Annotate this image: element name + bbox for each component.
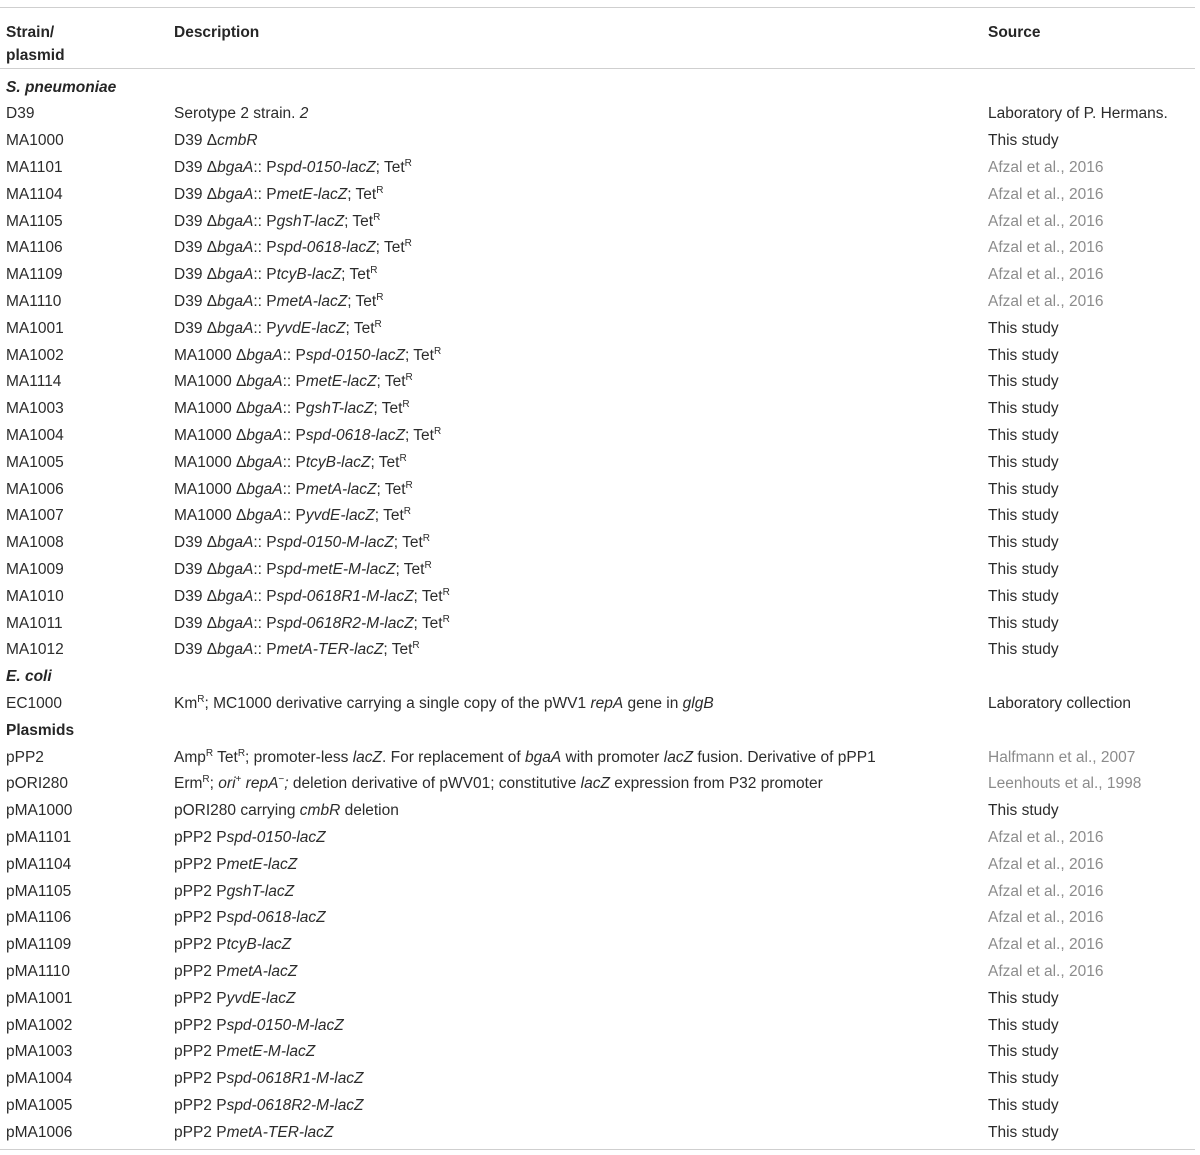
strain-id-cell: pMA1106 [6,909,72,927]
description-cell: pPP2 PmetE-M-lacZ [174,1043,316,1061]
section-header-row [0,664,1195,691]
source-cell: This study [988,560,1059,578]
table-row [0,637,1195,664]
section-label: E. coli [6,668,52,686]
strain-id-cell: MA1110 [6,292,62,310]
header-strain-plasmid [6,21,65,67]
table-row [0,1066,1195,1093]
table-row [0,611,1195,638]
strain-id-cell: MA1002 [6,346,64,364]
source-cell: This study [988,1016,1059,1034]
strain-id-cell: MA1011 [6,614,63,632]
table-row [0,1093,1195,1120]
table-row [0,289,1195,316]
strain-id-cell: MA1010 [6,587,64,605]
section-label: Plasmids [6,721,75,739]
description-cell: pPP2 Pspd-0618R2-M-lacZ [174,1096,364,1114]
header-bottom-rule [0,68,1195,69]
source-cell: This study [988,1070,1059,1088]
source-cell: This study [988,400,1059,418]
table-row [0,503,1195,530]
table-row [0,798,1195,825]
description-cell: D39 ΔbgaA:: PmetE-lacZ; Tet$^R$ [174,184,384,203]
description-cell: D39 ΔbgaA:: PmetA-lacZ; Tet$^R$ [174,291,384,310]
strain-id-cell: pMA1105 [6,882,72,900]
header-strain-line1: Strain/ [6,24,55,41]
source-reference-link[interactable]: Afzal et al., 2016 [988,828,1104,846]
section-header-row [0,75,1195,102]
source-reference-link[interactable]: Afzal et al., 2016 [988,185,1104,203]
strain-id-cell: pMA1001 [6,989,73,1007]
strain-id-cell: pPP2 [6,748,44,766]
source-reference-link[interactable]: Halfmann et al., 2007 [988,748,1136,766]
table-row [0,771,1195,798]
table-row [0,1120,1195,1147]
description-cell: pORI280 carrying cmbR deletion [174,802,399,820]
table-row [0,986,1195,1013]
strain-id-cell: MA1006 [6,480,64,498]
table-row [0,530,1195,557]
strain-id-cell: MA1009 [6,560,64,578]
source-cell: This study [988,1096,1059,1114]
table-row [0,343,1195,370]
strain-id-cell: MA1007 [6,507,64,525]
source-reference-link[interactable]: Afzal et al., 2016 [988,909,1104,927]
source-reference-link[interactable]: Afzal et al., 2016 [988,855,1104,873]
table-row [0,584,1195,611]
source-cell: This study [988,319,1059,337]
section-header-row [0,718,1195,745]
source-reference-link[interactable]: Afzal et al., 2016 [988,962,1104,980]
strain-id-cell: pMA1101 [6,828,72,846]
table-row [0,235,1195,262]
strain-id-cell: MA1004 [6,426,64,444]
description-cell: D39 ΔbgaA:: Pspd-metE-M-lacZ; Tet$^R$ [174,559,432,578]
description-cell: MA1000 ΔbgaA:: PyvdE-lacZ; Tet$^R$ [174,506,412,525]
source-cell: Laboratory collection [988,694,1132,712]
source-cell: This study [988,373,1059,391]
table-row [0,905,1195,932]
source-cell: This study [988,641,1059,659]
description-cell: $Km^R$; MC1000 derivative carrying a single copy of the pWV1 repA gene in glgB [174,693,714,712]
description-cell: Erm$^R$; ori+ repA−; deletion derivative of pWV01; constitutive lacZ expression from P32 promoter [174,774,823,793]
strain-id-cell: MA1008 [6,534,64,552]
description-cell: MA1000 ΔbgaA:: Pspd-0150-lacZ; Tet$^R$ [174,345,442,364]
source-cell: This study [988,507,1059,525]
section-label: S. pneumoniae [6,78,117,96]
source-reference-link[interactable]: Leenhouts et al., 1998 [988,775,1142,793]
description-cell: pPP2 Pspd-0618-lacZ [174,909,326,927]
table-row [0,450,1195,477]
strain-id-cell: pMA1109 [6,936,72,954]
strain-id-cell: MA1012 [6,641,64,659]
table-row [0,155,1195,182]
description-cell: D39 ΔbgaA:: Pspd-0618R1-M-lacZ; Tet$^R$ [174,586,450,605]
strain-id-cell: D39 [6,105,35,123]
table-row [0,128,1195,155]
description-cell: D39 ΔbgaA:: PtcyB-lacZ; Tet$^R$ [174,265,378,284]
source-reference-link[interactable]: Afzal et al., 2016 [988,158,1104,176]
strain-id-cell: pMA1104 [6,855,72,873]
source-cell: This study [988,346,1059,364]
strain-id-cell: pMA1000 [6,802,73,820]
description-cell: D39 ΔbgaA:: PyvdE-lacZ; Tet$^R$ [174,318,382,337]
description-cell: MA1000 ΔbgaA:: PgshT-lacZ; Tet$^R$ [174,399,410,418]
table-row [0,396,1195,423]
description-cell: D39 ΔbgaA:: Pspd-0150-M-lacZ; Tet$^R$ [174,533,430,552]
source-cell: This study [988,453,1059,471]
source-reference-link[interactable]: Afzal et al., 2016 [988,882,1104,900]
source-reference-link[interactable]: Afzal et al., 2016 [988,239,1104,257]
table-row [0,316,1195,343]
strain-id-cell: pMA1003 [6,1043,73,1061]
strain-id-cell: EC1000 [6,694,63,712]
strain-id-cell: MA1000 [6,132,64,150]
table-row [0,825,1195,852]
description-cell: pPP2 Pspd-0150-lacZ [174,828,326,846]
description-cell: D39 ΔcmbR [174,132,258,150]
table-row [0,959,1195,986]
strain-id-cell: pMA1004 [6,1070,73,1088]
strain-id-cell: pMA1002 [6,1016,73,1034]
source-cell: This study [988,614,1059,632]
source-reference-link[interactable]: Afzal et al., 2016 [988,936,1104,954]
table-row [0,209,1195,236]
strain-id-cell: MA1106 [6,239,63,257]
source-reference-link[interactable]: Afzal et al., 2016 [988,212,1104,230]
source-reference-link[interactable]: Afzal et al., 2016 [988,266,1104,284]
strain-id-cell: MA1104 [6,185,63,203]
table-row [0,557,1195,584]
description-cell: D39 ΔbgaA:: Pspd-0618R2-M-lacZ; Tet$^R$ [174,613,450,632]
strain-id-cell: MA1005 [6,453,64,471]
strain-id-cell: pMA1006 [6,1123,73,1141]
strain-id-cell: pMA1110 [6,962,71,980]
table-row [0,852,1195,879]
strain-id-cell: pORI280 [6,775,69,793]
header-source: Source [988,24,1041,41]
table-row [0,182,1195,209]
source-cell: This study [988,1123,1059,1141]
source-reference-link[interactable]: Afzal et al., 2016 [988,292,1104,310]
source-cell: This study [988,534,1059,552]
table-row [0,745,1195,772]
description-cell: Amp$^R$ Tet$^R$; promoter-less lacZ. For replacement of bgaA with promoter lacZ fusion. Derivative of pPP1 [174,747,876,766]
description-cell: MA1000 ΔbgaA:: PtcyB-lacZ; Tet$^R$ [174,452,407,471]
description-cell: pPP2 PtcyB-lacZ [174,936,292,954]
table-row [0,691,1195,718]
description-cell: pPP2 Pspd-0618R1-M-lacZ [174,1070,364,1088]
strain-id-cell: MA1114 [6,373,62,391]
strain-id-cell: MA1001 [6,319,64,337]
description-cell: D39 ΔbgaA:: Pspd-0150-lacZ; Tet$^R$ [174,157,412,176]
description-cell: D39 ΔbgaA:: PmetA-TER-lacZ; Tet$^R$ [174,640,420,659]
description-cell: pPP2 Pspd-0150-M-lacZ [174,1016,344,1034]
source-cell: This study [988,426,1059,444]
strain-id-cell: MA1101 [6,158,63,176]
table-row [0,262,1195,289]
table-row [0,423,1195,450]
description-cell: MA1000 ΔbgaA:: Pspd-0618-lacZ; Tet$^R$ [174,425,442,444]
header-description: Description [174,24,260,41]
strain-id-cell: pMA1005 [6,1096,73,1114]
table-row [0,1013,1195,1040]
description-cell: pPP2 PgshT-lacZ [174,882,295,900]
source-cell: This study [988,587,1059,605]
table-row [0,477,1195,504]
source-cell: This study [988,802,1059,820]
table-header [0,8,1195,68]
strain-id-cell: MA1105 [6,212,63,230]
description-cell: MA1000 ΔbgaA:: PmetE-lacZ; Tet$^R$ [174,372,413,391]
strain-id-cell: MA1003 [6,400,64,418]
source-cell: This study [988,989,1059,1007]
header-strain-line2: plasmid [6,47,65,64]
description-cell: D39 ΔbgaA:: PgshT-lacZ; Tet$^R$ [174,211,381,230]
description-cell: MA1000 ΔbgaA:: PmetA-lacZ; Tet$^R$ [174,479,413,498]
table-row [0,101,1195,128]
table-row [0,369,1195,396]
table-row [0,879,1195,906]
description-cell: pPP2 PyvdE-lacZ [174,989,296,1007]
table-row [0,932,1195,959]
description-cell: Serotype 2 strain. 2 [174,105,309,123]
table-bottom-rule [0,1149,1195,1150]
description-cell: pPP2 PmetA-lacZ [174,962,298,980]
source-cell: This study [988,132,1059,150]
table-row [0,1039,1195,1066]
source-cell: This study [988,1043,1059,1061]
source-cell: Laboratory of P. Hermans. [988,105,1168,123]
description-cell: pPP2 PmetA-TER-lacZ [174,1123,334,1141]
description-cell: pPP2 PmetE-lacZ [174,855,298,873]
description-cell: D39 ΔbgaA:: Pspd-0618-lacZ; Tet$^R$ [174,238,412,257]
source-cell: This study [988,480,1059,498]
strain-id-cell: MA1109 [6,266,63,284]
